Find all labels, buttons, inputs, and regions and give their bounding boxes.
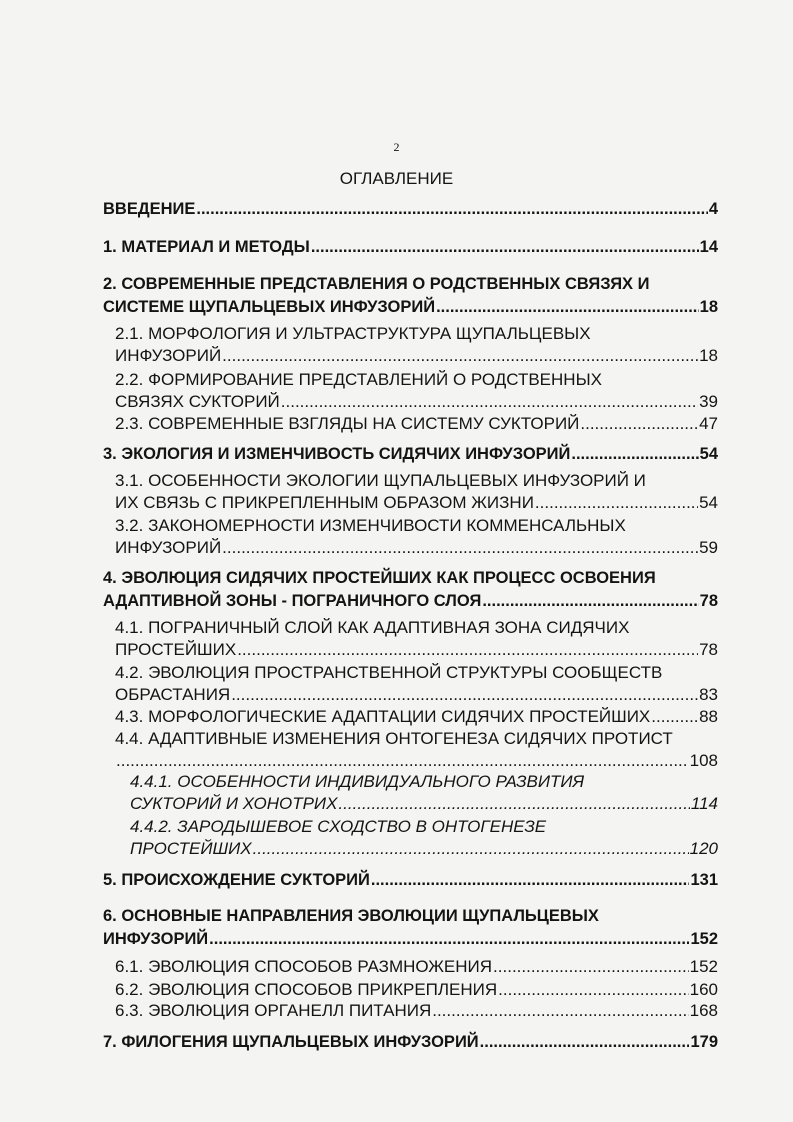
toc-entry-title: АДАПТИВНОЙ ЗОНЫ - ПОГРАНИЧНОГО СЛОЯ	[103, 592, 482, 610]
toc-entry-line	[115, 515, 718, 537]
toc-page-number: 152	[690, 930, 718, 948]
dot-leader	[231, 684, 698, 706]
toc-entry-subsection	[130, 771, 718, 815]
toc-entry-line	[103, 443, 718, 466]
toc-page-number: 47	[699, 414, 718, 433]
toc-entry-line	[103, 928, 718, 951]
toc-entry-title: СУКТОРИЙ И ХОНОТРИХ	[130, 794, 338, 813]
toc-entry-line	[103, 296, 718, 319]
toc-entry-title: 6.3. ЭВОЛЮЦИЯ ОРГАНЕЛЛ ПИТАНИЯ	[115, 1001, 432, 1020]
toc-entry-title: 2.3. СОВРЕМЕННЫЕ ВЗГЛЯДЫ НА СИСТЕМУ СУКТОРИЙ	[115, 414, 580, 433]
toc-entry-line	[103, 273, 718, 296]
toc-entry-section	[115, 1000, 718, 1022]
toc-entry-title: 5. ПРОИСХОЖДЕНИЕ СУКТОРИЙ	[103, 871, 370, 889]
toc-page-number: 179	[690, 1033, 718, 1051]
toc-entry-line	[115, 750, 718, 772]
toc-entry-line	[130, 793, 718, 815]
toc-entry-title: 6.1. ЭВОЛЮЦИЯ СПОСОБОВ РАЗМНОЖЕНИЯ	[115, 957, 493, 976]
toc-page-number: 54	[699, 493, 718, 512]
toc-entry-line	[115, 413, 718, 435]
toc-page-number: 114	[690, 794, 718, 813]
toc-page-number: 78	[699, 640, 718, 659]
toc-entry-title: СВЯЗЯХ СУКТОРИЙ	[115, 392, 280, 411]
toc-entry-line	[115, 1000, 718, 1022]
toc-entry-title: 4.1. ПОГРАНИЧНЫЙ СЛОЙ КАК АДАПТИВНАЯ ЗОНА СИДЯЧИХ	[115, 618, 630, 637]
toc-entry-title: 4.4. АДАПТИВНЫЕ ИЗМЕНЕНИЯ ОНТОГЕНЕЗА СИДЯЧИХ ПРОТИСТ	[115, 729, 673, 748]
toc-entry-chapter	[103, 567, 718, 613]
toc-entry-chapter	[103, 905, 718, 951]
toc-page-number: 108	[689, 751, 718, 770]
toc-entry-title: 4.3. МОРФОЛОГИЧЕСКИЕ АДАПТАЦИИ СИДЯЧИХ ПРОСТЕЙШИХ	[115, 707, 651, 726]
toc-entry-section	[115, 413, 718, 435]
toc-entry-chapter	[103, 869, 718, 892]
dot-leader	[196, 198, 707, 221]
toc-entry-section	[115, 956, 718, 978]
toc-entry-title: 4.4.2. ЗАРОДЫШЕВОЕ СХОДСТВО В ОНТОГЕНЕЗЕ	[130, 817, 547, 836]
toc-entry-title: 4.4.1. ОСОБЕННОСТИ ИНДИВИДУАЛЬНОГО РАЗВИТИЯ	[130, 772, 585, 791]
toc-entry-line	[115, 684, 718, 706]
toc-page-number: 83	[699, 685, 718, 704]
toc-entry-chapter	[103, 236, 718, 259]
toc-page-number: 78	[699, 592, 718, 610]
toc-entry-line	[115, 728, 718, 750]
toc-page-number: 120	[689, 839, 718, 858]
toc-entry-title: 6.2. ЭВОЛЮЦИЯ СПОСОБОВ ПРИКРЕПЛЕНИЯ	[115, 980, 498, 999]
toc-page-number: 18	[699, 298, 718, 316]
toc-entry-line	[103, 236, 718, 259]
toc-entry-line	[115, 323, 718, 345]
toc-page-number: 18	[699, 346, 718, 365]
dot-leader	[480, 1031, 690, 1054]
toc-entry-chapter	[103, 198, 718, 221]
toc-entry-line	[103, 590, 718, 613]
dot-leader	[116, 750, 689, 772]
toc-entry-line	[103, 198, 718, 221]
toc-page-number: 54	[699, 445, 718, 463]
toc-entry-section	[115, 979, 718, 1001]
toc-entry-line	[115, 617, 718, 639]
toc-entry-line	[115, 391, 718, 413]
toc-entry-section	[115, 323, 718, 367]
dot-leader	[498, 979, 688, 1001]
dot-leader	[535, 492, 698, 514]
dot-leader	[580, 413, 698, 435]
toc-entry-line	[130, 816, 718, 838]
toc-entry-title: ИХ СВЯЗЬ С ПРИКРЕПЛЕННЫМ ОБРАЗОМ ЖИЗНИ	[115, 493, 534, 512]
toc-entry-title: 2. СОВРЕМЕННЫЕ ПРЕДСТАВЛЕНИЯ О РОДСТВЕННЫХ СВЯЗЯХ И	[103, 275, 650, 293]
toc-page-number: 4	[708, 200, 718, 218]
toc-entry-title: 3.1. ОСОБЕННОСТИ ЭКОЛОГИИ ЩУПАЛЬЦЕВЫХ ИНФУЗОРИЙ И	[115, 471, 646, 490]
dot-leader	[311, 236, 699, 259]
toc-entry-line	[103, 567, 718, 590]
toc-entry-title: ПРОСТЕЙШИХ	[115, 640, 237, 659]
toc-entry-section	[115, 617, 718, 661]
toc-entry-title: ПРОСТЕЙШИХ	[130, 839, 252, 858]
toc-page-number: 14	[699, 238, 718, 256]
toc-entry-chapter	[103, 443, 718, 466]
toc-entry-section	[115, 662, 718, 706]
toc-entry-subsection	[130, 816, 718, 860]
toc-page-number: 168	[689, 1001, 718, 1020]
toc-entry-chapter	[103, 1031, 718, 1054]
toc-entry-section	[115, 728, 718, 772]
dot-leader	[281, 391, 698, 413]
toc-entry-title: 7. ФИЛОГЕНИЯ ЩУПАЛЬЦЕВЫХ ИНФУЗОРИЙ	[103, 1033, 479, 1051]
dot-leader	[571, 443, 698, 466]
toc-entry-line	[130, 838, 718, 860]
toc-entry-title: ОБРАСТАНИЯ	[115, 685, 231, 704]
toc-entry-title: 1. МАТЕРИАЛ И МЕТОДЫ	[103, 238, 310, 256]
toc-entry-line	[115, 345, 718, 367]
toc-entry-title: 3.2. ЗАКОНОМЕРНОСТИ ИЗМЕНЧИВОСТИ КОММЕНСАЛЬНЫХ	[115, 516, 626, 535]
toc-entry-section	[115, 470, 718, 514]
dot-leader	[493, 956, 689, 978]
dot-leader	[371, 869, 690, 892]
toc-entry-title: 2.1. МОРФОЛОГИЯ И УЛЬТРАСТРУКТУРА ЩУПАЛЬЦЕВЫХ	[115, 324, 591, 343]
toc-entry-line	[103, 869, 718, 892]
toc-page-number: 88	[699, 707, 718, 726]
toc-entry-title: 2.2. ФОРМИРОВАНИЕ ПРЕДСТАВЛЕНИЙ О РОДСТВЕННЫХ	[115, 370, 602, 389]
toc-title: ОГЛАВЛЕНИЕ	[339, 169, 454, 188]
toc-page-number: 160	[689, 980, 718, 999]
dot-leader	[436, 296, 699, 319]
dot-leader	[482, 590, 698, 613]
toc-entry-line	[115, 537, 718, 559]
toc-entry-title: 4. ЭВОЛЮЦИЯ СИДЯЧИХ ПРОСТЕЙШИХ КАК ПРОЦЕСС ОСВОЕНИЯ	[103, 569, 656, 587]
dot-leader	[222, 345, 698, 367]
toc-entry-line	[130, 771, 718, 793]
toc-entry-line	[115, 956, 718, 978]
toc-entry-section	[115, 515, 718, 559]
toc-entry-line	[115, 492, 718, 514]
dot-leader	[209, 928, 689, 951]
toc-entry-line	[115, 662, 718, 684]
toc-entry-title: 6. ОСНОВНЫЕ НАПРАВЛЕНИЯ ЭВОЛЮЦИИ ЩУПАЛЬЦЕВЫХ	[103, 907, 599, 925]
toc-page-number: 131	[690, 871, 718, 889]
toc-entry-title: ИНФУЗОРИЙ	[115, 346, 222, 365]
toc-entry-line	[115, 979, 718, 1001]
toc-entry-line	[103, 1031, 718, 1054]
toc-entry-title: ИНФУЗОРИЙ	[115, 538, 222, 557]
toc-entry-section	[115, 706, 718, 728]
toc-page-number: 39	[699, 392, 718, 411]
toc-entry-section	[115, 369, 718, 413]
toc-entry-line	[115, 706, 718, 728]
toc-entry-title: ИНФУЗОРИЙ	[103, 930, 209, 948]
toc-entry-title: 3. ЭКОЛОГИЯ И ИЗМЕНЧИВОСТЬ СИДЯЧИХ ИНФУЗОРИЙ	[103, 445, 571, 463]
toc-entry-line	[115, 639, 718, 661]
toc-entry-line	[115, 369, 718, 391]
toc-entry-line	[103, 905, 718, 928]
toc-entry-title: ВВЕДЕНИЕ	[103, 200, 196, 218]
page-number: 2	[393, 140, 400, 154]
dot-leader	[432, 1000, 688, 1022]
dot-leader	[338, 793, 689, 815]
toc-entry-chapter	[103, 273, 718, 319]
toc-entry-line	[115, 470, 718, 492]
dot-leader	[237, 639, 698, 661]
dot-leader	[651, 706, 698, 728]
toc-page-number: 59	[699, 538, 718, 557]
dot-leader	[253, 838, 689, 860]
toc-entry-title: СИСТЕМЕ ЩУПАЛЬЦЕВЫХ ИНФУЗОРИЙ	[103, 298, 436, 316]
toc-entry-title: 4.2. ЭВОЛЮЦИЯ ПРОСТРАНСТВЕННОЙ СТРУКТУРЫ СООБЩЕСТВ	[115, 663, 663, 682]
toc-page-number: 152	[689, 957, 718, 976]
dot-leader	[222, 537, 698, 559]
